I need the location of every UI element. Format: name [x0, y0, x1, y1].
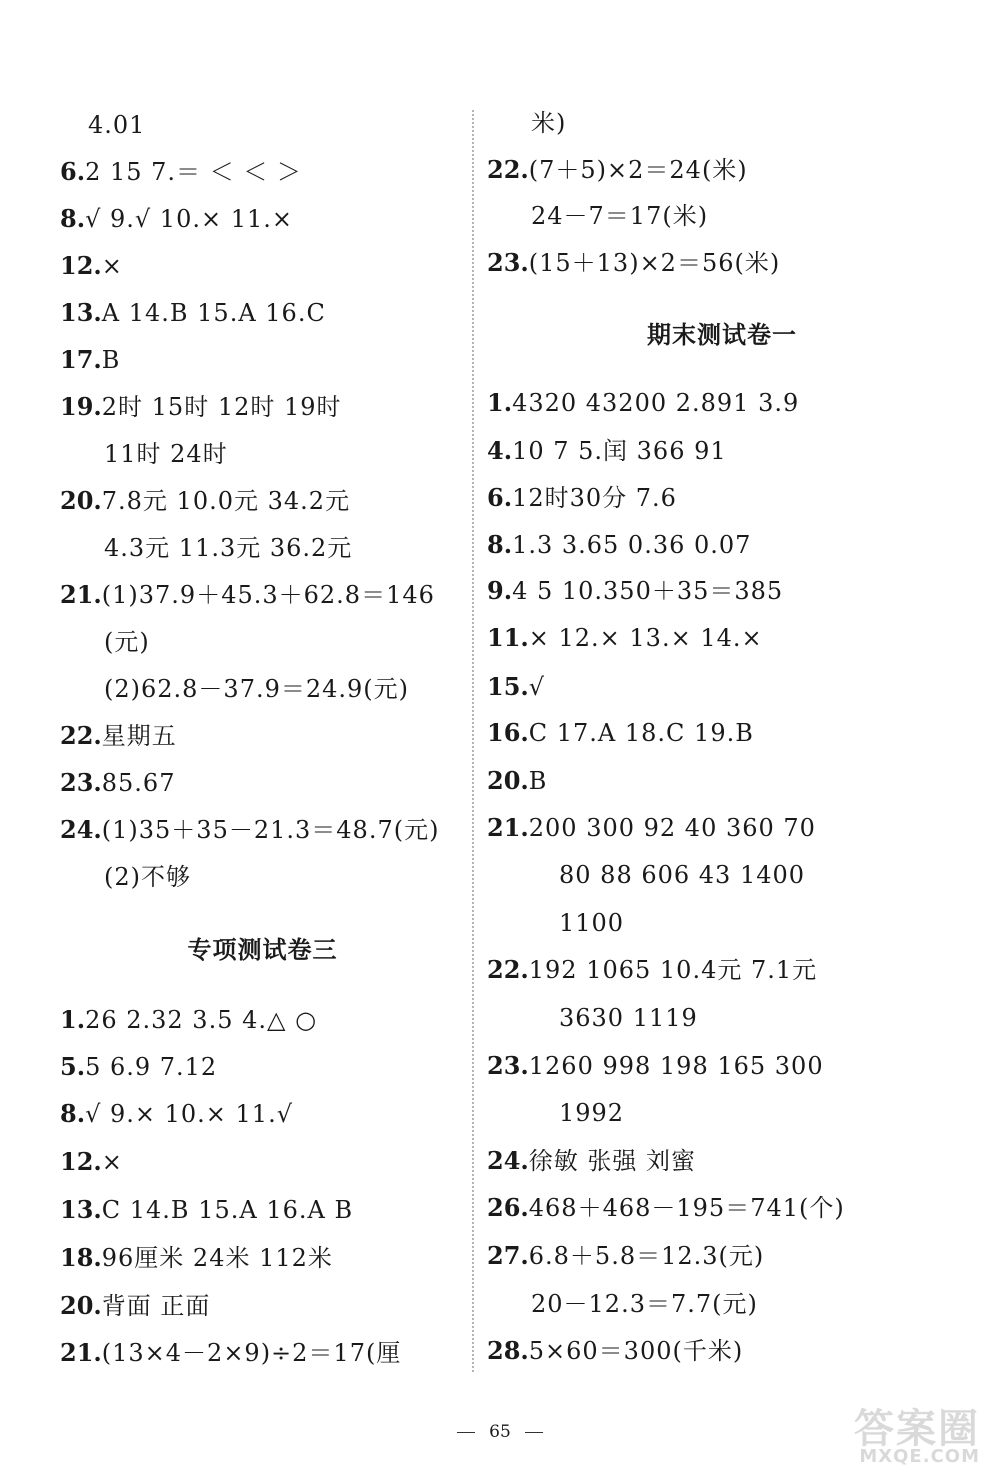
answer-line: 27.6.8＋5.8＝12.3(元)	[487, 1241, 765, 1270]
answer-line: 23.85.67	[60, 768, 176, 797]
answer-line: 11.× 12.× 13.× 14.×	[487, 623, 763, 652]
answer-line: 8.√ 9.√ 10.× 11.×	[60, 204, 293, 233]
answer-line: 24.(1)35＋35－21.3＝48.7(元)	[60, 815, 440, 844]
answer-line: 80 88 606 43 1400	[559, 861, 806, 889]
answer-line: 9.4 5 10.350＋35＝385	[487, 576, 784, 605]
answer-line: 5.5 6.9 7.12	[60, 1052, 218, 1081]
section-heading: 期末测试卷一	[647, 321, 797, 349]
answer-line: 22.(7＋5)×2＝24(米)	[487, 155, 748, 184]
answer-line: 26.468＋468－195＝741(个)	[487, 1193, 845, 1222]
watermark-logo	[820, 1397, 980, 1467]
footer-dash	[457, 1432, 475, 1433]
answer-line: 15.√	[487, 672, 546, 701]
answer-line: 20.背面 正面	[60, 1291, 211, 1320]
answer-line: 21.(1)37.9＋45.3＋62.8＝146	[60, 580, 435, 609]
answer-line: 6.2 15 7.＝ ＜ ＜ ＞	[60, 157, 302, 186]
watermark-bottom-text: MXQE.COM	[859, 1446, 980, 1467]
answer-line: 米)	[531, 109, 567, 137]
answer-line: 8.√ 9.× 10.× 11.√	[60, 1099, 293, 1128]
answer-line: 21.200 300 92 40 360 70	[487, 813, 816, 842]
answer-line: 3630 1119	[559, 1004, 698, 1032]
answer-line: 21.(13×4－2×9)÷2＝17(厘	[60, 1338, 402, 1367]
answer-line: 1992	[559, 1099, 625, 1127]
answer-line: 11时 24时	[104, 440, 228, 468]
answer-line: 6.12时30分 7.6	[487, 483, 677, 512]
footer-dash	[525, 1432, 543, 1433]
answer-line: 12.×	[60, 1147, 123, 1176]
answer-line: 23.(15＋13)×2＝56(米)	[487, 248, 781, 277]
answer-line: 22.192 1065 10.4元 7.1元	[487, 955, 818, 984]
answer-line: 28.5×60＝300(千米)	[487, 1336, 744, 1365]
answer-line: 24.徐敏 张强 刘蜜	[487, 1146, 697, 1175]
answer-line: 1100	[559, 909, 625, 937]
answer-line: 8.1.3 3.65 0.36 0.07	[487, 530, 752, 559]
answer-line: 13.C 14.B 15.A 16.A B	[60, 1195, 354, 1224]
answer-line: 4.01	[88, 111, 146, 139]
answer-line: 24－7＝17(米)	[531, 202, 709, 230]
answer-line: 12.×	[60, 251, 123, 280]
column-divider	[472, 110, 474, 1372]
answer-line: 1.26 2.32 3.5 4.△ ○	[60, 1005, 318, 1034]
answer-line: 4.10 7 5.闰 366 91	[487, 436, 727, 465]
answer-line: 22.星期五	[60, 721, 177, 750]
page-number: 65	[489, 1422, 511, 1442]
section-heading: 专项测试卷三	[187, 936, 338, 964]
answer-line: (2)62.8－37.9＝24.9(元)	[104, 675, 410, 703]
answer-line: 23.1260 998 198 165 300	[487, 1051, 824, 1080]
answer-line: 1.4320 43200 2.891 3.9	[487, 388, 800, 417]
answer-line: 16.C 17.A 18.C 19.B	[487, 718, 754, 747]
answer-line: (2)不够	[104, 863, 191, 891]
answer-line: 19.2时 15时 12时 19时	[60, 392, 342, 421]
answer-line: 20.7.8元 10.0元 34.2元	[60, 486, 351, 515]
answer-line: (元)	[104, 628, 150, 656]
answer-line: 20－12.3＝7.7(元)	[531, 1290, 758, 1318]
answer-line: 13.A 14.B 15.A 16.C	[60, 298, 326, 327]
answer-line: 4.3元 11.3元 36.2元	[104, 534, 353, 562]
answer-line: 18.96厘米 24米 112米	[60, 1243, 333, 1272]
answer-line: 17.B	[60, 345, 121, 374]
watermark-top-text: 答案圈	[854, 1406, 980, 1452]
answer-line: 20.B	[487, 766, 548, 795]
